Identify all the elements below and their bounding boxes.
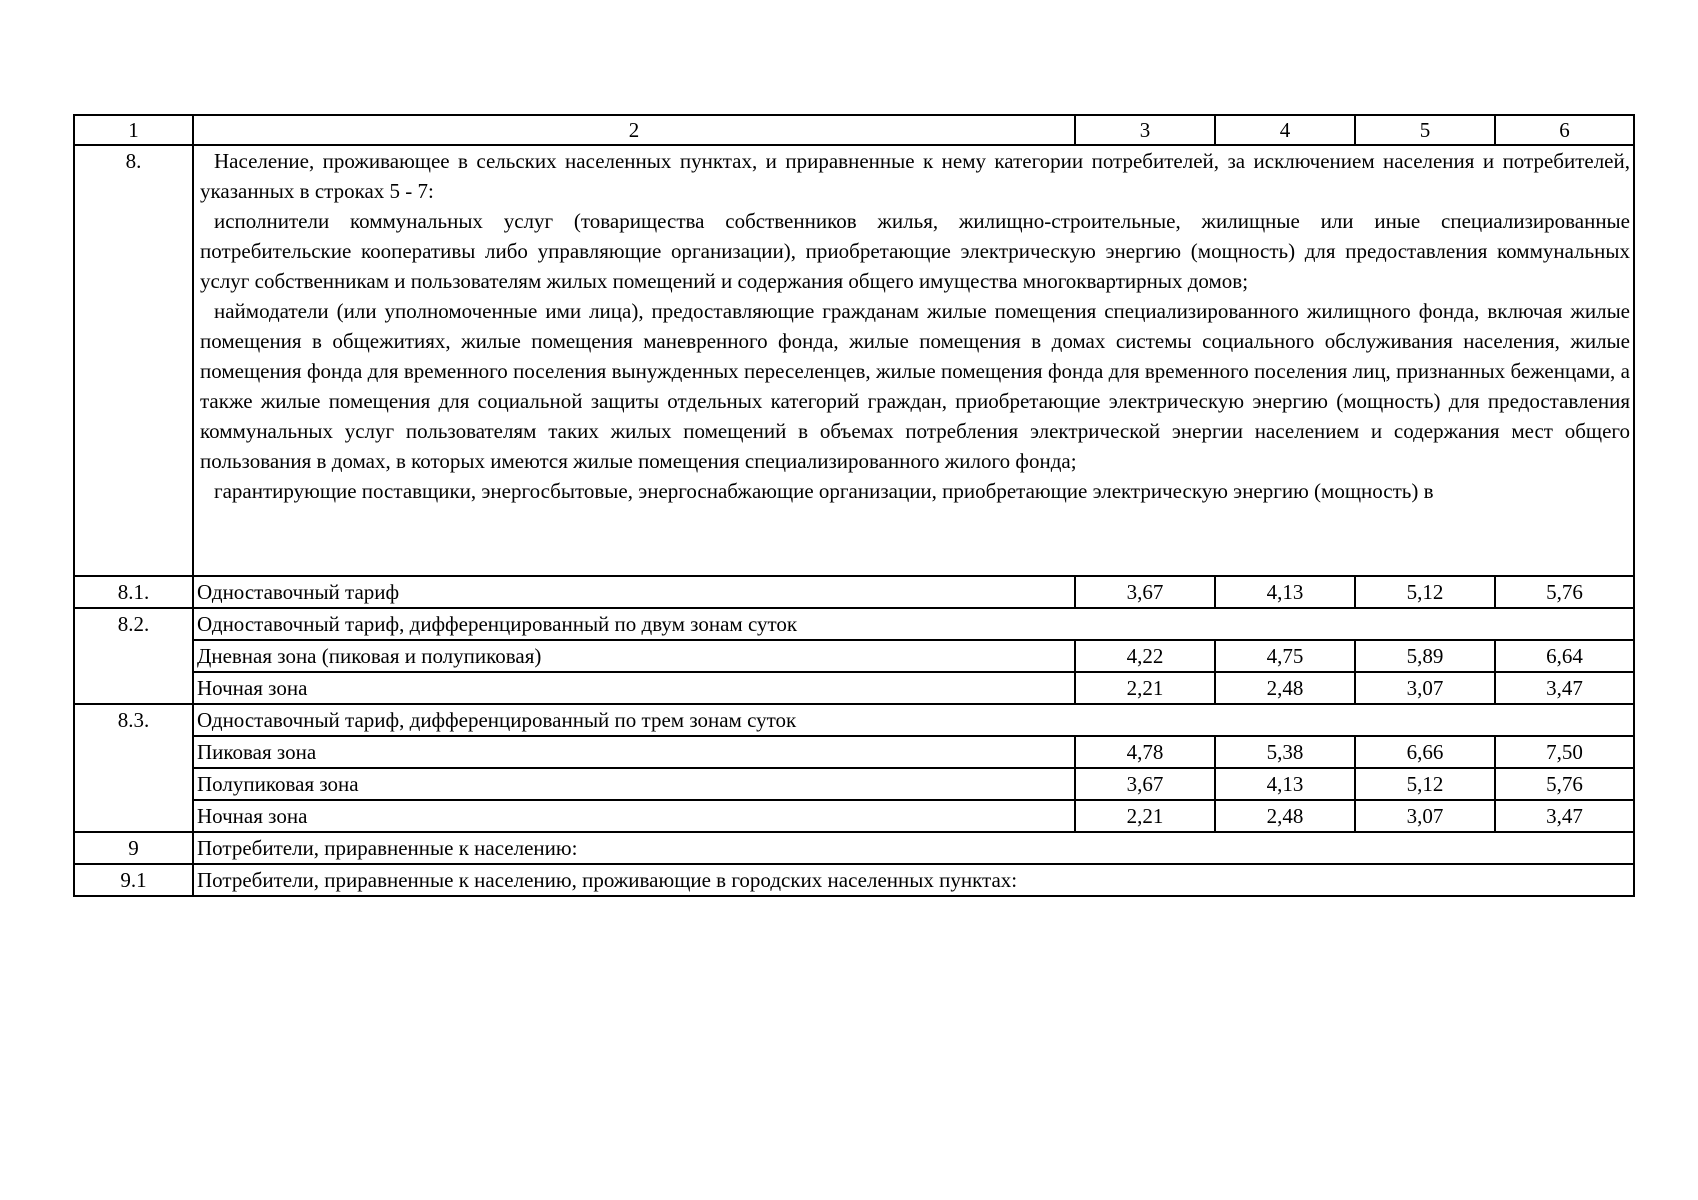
- value-col-3: 3,67: [1075, 576, 1215, 608]
- value-col-5: 5,12: [1355, 768, 1495, 800]
- value-col-5: 6,66: [1355, 736, 1495, 768]
- value-col-6: 5,76: [1495, 576, 1634, 608]
- row-number: 9: [74, 832, 193, 864]
- value-col-6: 3,47: [1495, 672, 1634, 704]
- tariff-name: Полупиковая зона: [193, 768, 1075, 800]
- value-col-6: 5,76: [1495, 768, 1634, 800]
- table-row: [74, 576, 1634, 608]
- table-row: [74, 800, 1634, 832]
- row-number: 8.: [74, 145, 193, 576]
- table-row: [74, 608, 1634, 640]
- tariff-name: Пиковая зона: [193, 736, 1075, 768]
- description-paragraph: исполнители коммунальных услуг (товарищества собственников жилья, жилищно-строительные, жилищные или иные специализированные потребительские кооперативы либо управляющие организации), приобретающие электрическую энергию (мощность) для предоставления коммунальных услуг собственникам и пользователям жилых помещений и содержания общего имущества многоквартирных домов;: [200, 209, 1630, 293]
- row-number: 9.1: [74, 864, 193, 896]
- row-number: 8.3.: [74, 704, 193, 832]
- value-col-4: 2,48: [1215, 800, 1355, 832]
- description-paragraph: наймодатели (или уполномоченные ими лица), предоставляющие гражданам жилые помещения специализированного жилищного фонда, включая жилые помещения в общежитиях, жилые помещения маневренного фонда, жилые помещения в домах системы социального обслуживания населения, жилые помещения фонда для временного поселения вынужденных переселенцев, жилые помещения фонда для временного поселения лиц, признанных беженцами, а также жилые помещения для социальной защиты отдельных категорий граждан, приобретающие электрическую энергию (мощность) для предоставления коммунальных услуг пользователям таких жилых помещений в объемах потребления электрической энергии населением и содержания мест общего пользования в домах, в которых имеются жилые помещения специализированного жилого фонда;: [200, 299, 1630, 473]
- value-col-4: 4,13: [1215, 576, 1355, 608]
- table-row: [74, 704, 1634, 736]
- value-col-4: 4,75: [1215, 640, 1355, 672]
- section-8-row: [74, 145, 1634, 576]
- value-col-5: 5,89: [1355, 640, 1495, 672]
- value-col-5: 5,12: [1355, 576, 1495, 608]
- group-title: Потребители, приравненные к населению, проживающие в городских населенных пунктах:: [193, 864, 1634, 896]
- value-col-4: 2,48: [1215, 672, 1355, 704]
- group-title: Одноставочный тариф, дифференцированный по двум зонам суток: [193, 608, 1634, 640]
- description-paragraph: Население, проживающее в сельских населенных пунктах, и приравненные к нему категории потребителей, за исключением населения и потребителей, указанных в строках 5 - 7:: [200, 149, 1630, 203]
- header-col-5: 5: [1355, 115, 1495, 145]
- header-col-2: 2: [193, 115, 1075, 145]
- value-col-3: 3,67: [1075, 768, 1215, 800]
- table-row: [74, 768, 1634, 800]
- header-col-1: 1: [74, 115, 193, 145]
- tariff-name: Дневная зона (пиковая и полупиковая): [193, 640, 1075, 672]
- value-col-6: 3,47: [1495, 800, 1634, 832]
- header-row: [74, 115, 1634, 145]
- value-col-3: 4,22: [1075, 640, 1215, 672]
- row-number: 8.2.: [74, 608, 193, 704]
- value-col-4: 4,13: [1215, 768, 1355, 800]
- value-col-6: 6,64: [1495, 640, 1634, 672]
- value-col-3: 4,78: [1075, 736, 1215, 768]
- table-row: [74, 832, 1634, 864]
- description-paragraph: гарантирующие поставщики, энергосбытовые, энергоснабжающие организации, приобретающие электрическую энергию (мощность) в: [214, 479, 1434, 503]
- value-col-3: 2,21: [1075, 800, 1215, 832]
- section-8-description: [193, 145, 1634, 576]
- header-col-4: 4: [1215, 115, 1355, 145]
- value-col-5: 3,07: [1355, 672, 1495, 704]
- tariff-name: Ночная зона: [193, 672, 1075, 704]
- header-col-6: 6: [1495, 115, 1634, 145]
- value-col-4: 5,38: [1215, 736, 1355, 768]
- table-row: [74, 864, 1634, 896]
- group-title: Потребители, приравненные к населению:: [193, 832, 1634, 864]
- table-row: [74, 672, 1634, 704]
- tariff-name: Ночная зона: [193, 800, 1075, 832]
- value-col-6: 7,50: [1495, 736, 1634, 768]
- value-col-3: 2,21: [1075, 672, 1215, 704]
- tariff-name: Одноставочный тариф: [193, 576, 1075, 608]
- group-title: Одноставочный тариф, дифференцированный по трем зонам суток: [193, 704, 1634, 736]
- value-col-5: 3,07: [1355, 800, 1495, 832]
- table-row: [74, 736, 1634, 768]
- row-number: 8.1.: [74, 576, 193, 608]
- tariff-table: [73, 114, 1635, 897]
- table-row: [74, 640, 1634, 672]
- header-col-3: 3: [1075, 115, 1215, 145]
